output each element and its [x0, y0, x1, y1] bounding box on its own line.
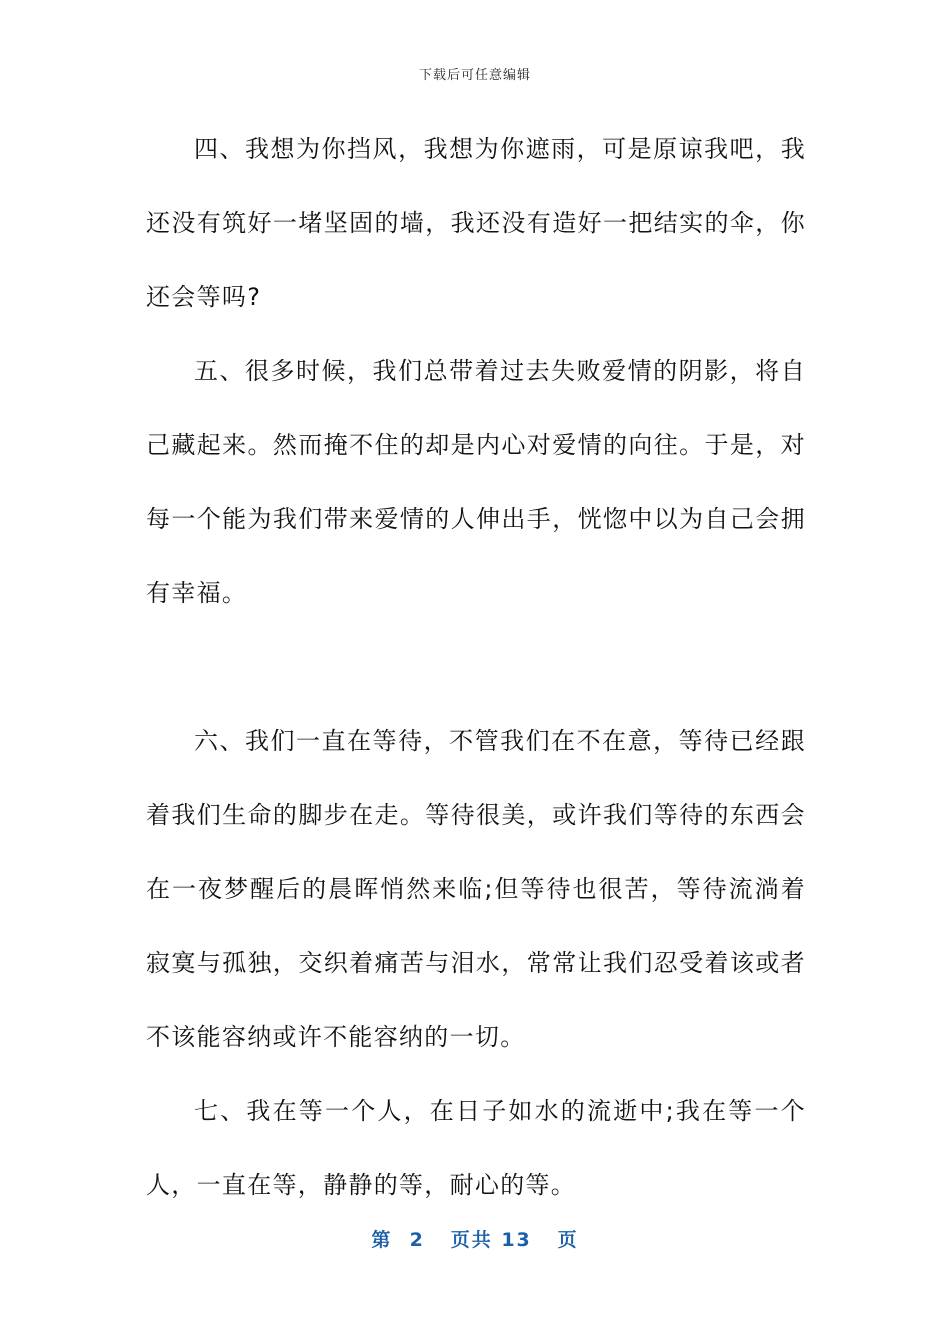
footer-middle: 页共: [450, 1229, 493, 1251]
page-footer: [0, 1225, 950, 1252]
footer-suffix: 页: [557, 1229, 579, 1251]
footer-total-pages: 13: [501, 1229, 532, 1251]
paragraph-6: 六、我们一直在等待，不管我们在不在意，等待已经跟着我们生命的脚步在走。等待很美，或许我们等待的东西会在一夜梦醒后的晨晖悄然来临;但等待也很苦，等待流淌着寂寞与孤独，交织着痛苦与泪水，常常让我们忍受着该或者不该能容纳或许不能容纳的一切。: [146, 727, 806, 1051]
footer-prefix: 第: [371, 1229, 393, 1251]
document-body: [146, 112, 806, 1222]
page-header: 下载后可任意编辑: [418, 68, 531, 83]
paragraph-7: 七、我在等一个人，在日子如水的流逝中;我在等一个人，一直在等，静静的等，耐心的等。: [146, 1097, 806, 1199]
footer-current-page: 2: [409, 1229, 425, 1251]
paragraph-5: 五、很多时候，我们总带着过去失败爱情的阴影，将自己藏起来。然而掩不住的却是内心对爱情的向往。于是，对每一个能为我们带来爱情的人伸出手，恍惚中以为自己会拥有幸福。: [146, 357, 806, 607]
paragraph-gap: [146, 630, 806, 704]
paragraph-4: 四、我想为你挡风，我想为你遮雨，可是原谅我吧，我还没有筑好一堵坚固的墙，我还没有造好一把结实的伞，你还会等吗?: [146, 135, 806, 311]
